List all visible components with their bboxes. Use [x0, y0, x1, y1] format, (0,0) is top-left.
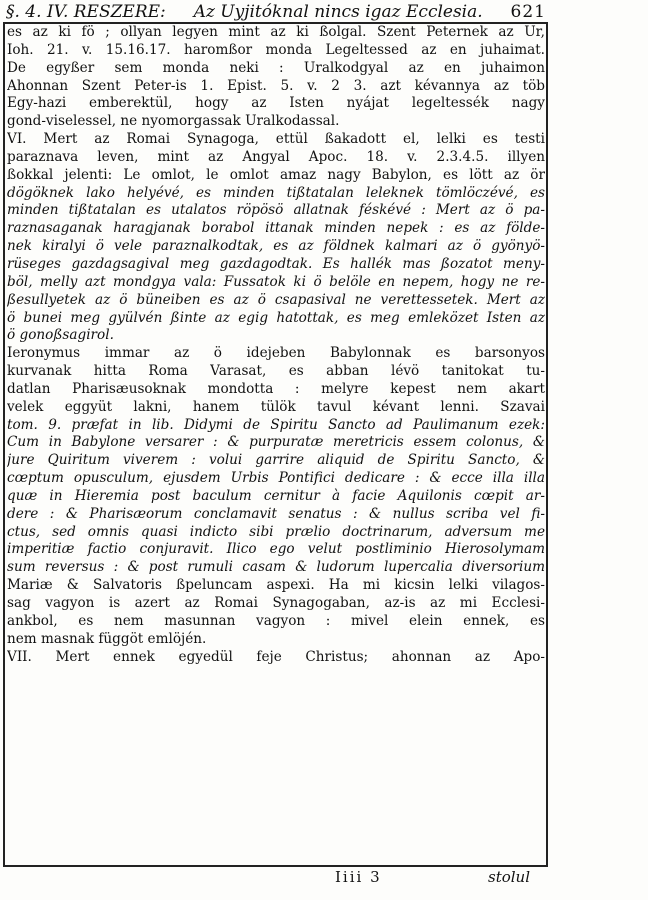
text-line: De egyßer sem monda neki : Uralkodgyal az en juhaimon: [7, 59, 545, 76]
text-line: VI. Mert az Romai Synagoga, ettül ßakadott el, lelki es testi: [7, 131, 545, 148]
text-line: sum reversus : & post rumuli casam & ludorum lupercalia diversorium: [7, 559, 545, 576]
section-mark: §. 4. IV. RESZERE:: [6, 2, 166, 22]
text-line: Egy-hazi emberektül, hogy az Isten nyájat legeltessék nagy: [7, 95, 545, 112]
text-line: ßesullyetek az ö büneiben es az ö csapasival ne verettessetek. Mert az: [7, 291, 545, 308]
text-line: Ioh. 21. v. 15.16.17. haromßor monda Legeltessed az en juhaimat.: [7, 41, 545, 58]
running-header: [6, 2, 546, 24]
text-line: datlan Pharisæusoknak mondotta : melyre kepest nem akart: [7, 380, 545, 397]
text-line: gond-viselessel, ne nyomorgassak Uralkodassal.: [7, 113, 340, 130]
text-line: ankbol, es nem masunnan vagyon : mivel elein ennek, es: [7, 612, 545, 629]
page-footer: [0, 866, 560, 892]
text-line: Ieronymus immar az ö idejeben Babylonnak es barsonyos: [7, 345, 545, 362]
text-line: kurvanak hitta Roma Varasat, es abban lévö tanitokat tu-: [7, 363, 545, 380]
text-line: jure Quiritum viverem : volui garrire aliquid de Spiritu Sancto, &: [7, 452, 545, 469]
catchword: stolul: [488, 868, 531, 886]
text-line: ö bunei meg gyülvén ßinte az egig hatottak, es meg emleközet Isten az: [7, 309, 545, 326]
text-line: nem masnak függöt emlöjén.: [7, 630, 207, 647]
text-line: VII. Mert ennek egyedül feje Christus; ahonnan az Apo-: [7, 648, 545, 665]
page-number: 621: [510, 2, 546, 22]
text-line: paraznava leven, mint az Angyal Apoc. 18. v. 2.3.4.5. illyen: [7, 148, 545, 165]
running-title: Az Uyjitóknal nincs igaz Ecclesia.: [193, 2, 483, 22]
signature-mark: Iiii 3: [335, 868, 382, 886]
text-line: Cum in Babylone versarer : & purpuratæ meretricis essem colonus, &: [7, 434, 545, 451]
text-line: ö gonoßsagirol.: [7, 327, 114, 344]
text-line: böl, melly azt mondgya vala: Fussatok ki ö belöle en nepem, hogy ne re-: [7, 273, 545, 290]
text-line: Ahonnan Szent Peter-is 1. Epist. 5. v. 2 3. azt kévannya az töb: [7, 77, 545, 94]
text-line: quæ in Hieremia post baculum cernitur à facie Aquilonis cœpit ar-: [7, 487, 545, 504]
text-line: rüseges gazdagsagival meg gazdagodtak. Es hallék mas ßozatot meny-: [7, 255, 545, 272]
text-line: dögöknek lako helyévé, es minden tißtatalan leleknek tömlöczévé, es: [7, 184, 545, 201]
text-line: ßokkal jelenti: Le omlot, le omlot amaz nagy Babylon, es lött az ör: [7, 166, 545, 183]
text-line: raznasaganak haragjanak borabol ittanak minden nepek : es az földe-: [7, 220, 545, 237]
text-line: tom. 9. præfat in lib. Didymi de Spiritu Sancto ad Paulimanum ezek:: [7, 416, 545, 433]
text-line: nek kiralyi ö vele paraznalkodtak, es az földnek kalmari az ö gyönyö-: [7, 238, 545, 255]
text-line: ctus, sed omnis quasi indicto sibi prælio doctrinarum, adversum me: [7, 523, 545, 540]
text-line: es az ki fö ; ollyan legyen mint az ki ßolgal. Szent Peternek az Ur,: [7, 24, 545, 40]
text-line: Mariæ & Salvatoris ßpeluncam aspexi. Ha mi kicsin lelki vilagos-: [7, 577, 545, 594]
text-line: cœptum opusculum, ejusdem Urbis Pontifici dedicare : & ecce illa illa: [7, 470, 545, 487]
body-text: [7, 24, 545, 666]
text-line: dere : & Pharisæorum conclamavit senatus : & nullus scriba vel fi-: [7, 505, 545, 522]
text-line: minden tißtatalan es utalatos röpösö allatnak féskévé : Mert az ö pa-: [7, 202, 545, 219]
text-line: imperitiæ factio conjuravit. Ilico ego velut postliminio Hierosolymam: [7, 541, 545, 558]
text-line: velek eggyüt lakni, hanem tülök tavul kévant lenni. Szavai: [7, 398, 545, 415]
text-line: sag vagyon is azert az Romai Synagogaban, az-is az mi Ecclesi-: [7, 595, 545, 611]
